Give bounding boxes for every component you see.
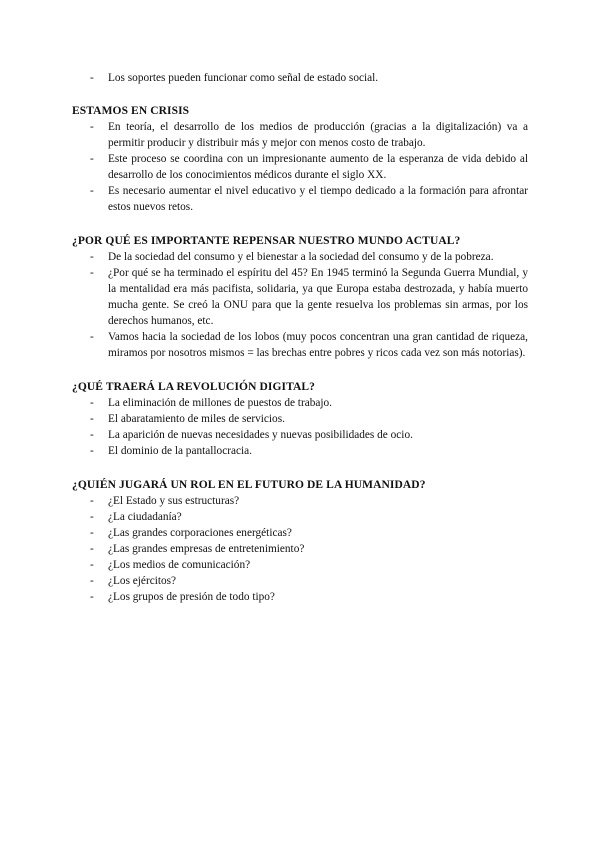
list-item: - De la sociedad del consumo y el bienestar a la sociedad del consumo y de la pobreza. xyxy=(72,249,528,265)
list-item: - Es necesario aumentar el nivel educativo y el tiempo dedicado a la formación para afrontar estos nuevos retos. xyxy=(72,183,528,215)
list-item: - Los soportes pueden funcionar como señal de estado social. xyxy=(72,70,528,86)
section-rethink-world xyxy=(72,233,528,361)
list-item: - Vamos hacia la sociedad de los lobos (muy pocos concentran una gran cantidad de riqueza, miramos por nosotros mismos = las brechas entre pobres y ricos cada vez son más notorias). xyxy=(72,329,528,361)
intro-list xyxy=(72,70,528,86)
list-item: - El dominio de la pantallocracia. xyxy=(72,443,528,459)
list-item: - El abaratamiento de miles de servicios. xyxy=(72,411,528,427)
list-item: - Este proceso se coordina con un impresionante aumento de la esperanza de vida debido al desarrollo de los conocimientos médicos durante el siglo XX. xyxy=(72,151,528,183)
section-digital-revolution xyxy=(72,379,528,459)
section-list xyxy=(72,493,528,605)
section-crisis xyxy=(72,103,528,215)
list-item: - ¿Los ejércitos? xyxy=(72,573,528,589)
section-heading: ¿POR QUÉ ES IMPORTANTE REPENSAR NUESTRO MUNDO ACTUAL? xyxy=(72,235,461,247)
section-list xyxy=(72,249,528,361)
list-item: - ¿Las grandes corporaciones energéticas? xyxy=(72,525,528,541)
document-content xyxy=(72,70,528,605)
section-heading: ¿QUÉ TRAERÁ LA REVOLUCIÓN DIGITAL? xyxy=(72,381,316,393)
section-heading: ESTAMOS EN CRISIS xyxy=(72,105,190,117)
list-item: - La aparición de nuevas necesidades y nuevas posibilidades de ocio. xyxy=(72,427,528,443)
section-heading: ¿QUIÉN JUGARÁ UN ROL EN EL FUTURO DE LA HUMANIDAD? xyxy=(72,479,426,491)
list-item: - La eliminación de millones de puestos de trabajo. xyxy=(72,395,528,411)
list-item: - ¿El Estado y sus estructuras? xyxy=(72,493,528,509)
section-list xyxy=(72,119,528,215)
list-item: - ¿Los grupos de presión de todo tipo? xyxy=(72,589,528,605)
list-item: - ¿La ciudadanía? xyxy=(72,509,528,525)
list-item: - ¿Los medios de comunicación? xyxy=(72,557,528,573)
list-item: - ¿Las grandes empresas de entretenimiento? xyxy=(72,541,528,557)
list-item: - ¿Por qué se ha terminado el espíritu del 45? En 1945 terminó la Segunda Guerra Mundial, y la mentalidad era más pacifista, solidaria, ya que Europa estaba destrozada, y había muerto mucha gente. Se creó la ONU para que la gente resuelva los problemas sin armas, por los derechos humanos, etc. xyxy=(72,265,528,329)
section-list xyxy=(72,395,528,459)
list-item: - En teoría, el desarrollo de los medios de producción (gracias a la digitalización) va a permitir producir y distribuir más y mejor con menos costo de trabajo. xyxy=(72,119,528,151)
section-future-roles xyxy=(72,477,528,605)
